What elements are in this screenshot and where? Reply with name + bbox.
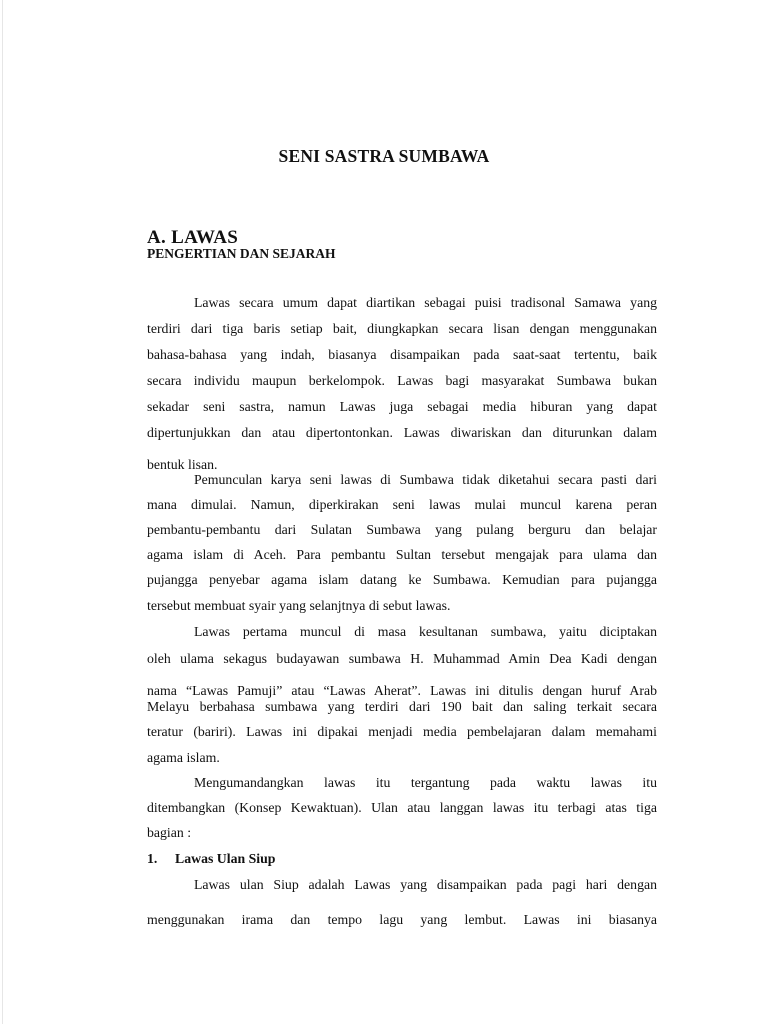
paragraph-line: Lawas ulan Siup adalah Lawas yang disampaikan pada pagi hari dengan bbox=[194, 877, 657, 892]
list-item-heading bbox=[147, 851, 275, 867]
sub-heading: PENGERTIAN DAN SEJARAH bbox=[147, 246, 336, 261]
paragraph-line: agama islam di Aceh. Para pembantu Sultan tersebut mengajak para ulama dan bbox=[147, 547, 657, 562]
paragraph-line: bentuk lisan. bbox=[147, 457, 218, 472]
paragraph-line: secara individu maupun berkelompok. Lawas bagi masyarakat Sumbawa bukan bbox=[147, 373, 657, 388]
paragraph-line: terdiri dari tiga baris setiap bait, diungkapkan secara lisan dengan menggunakan bbox=[147, 321, 657, 336]
paragraph-line: sekadar seni sastra, namun Lawas juga sebagai media hiburan yang dapat bbox=[147, 399, 657, 414]
paragraph-line: dipertunjukkan dan atau dipertontonkan. Lawas diwariskan dan diturunkan dalam bbox=[147, 425, 657, 440]
paragraph-line: menggunakan irama dan tempo lagu yang lembut. Lawas ini biasanya bbox=[147, 912, 657, 927]
paragraph-line: agama islam. bbox=[147, 750, 220, 765]
paragraph-line: Lawas pertama muncul di masa kesultanan sumbawa, yaitu diciptakan bbox=[194, 624, 657, 639]
paragraph-line: pujangga penyebar agama islam datang ke Sumbawa. Kemudian para pujangga bbox=[147, 572, 657, 587]
paragraph-line: teratur (bariri). Lawas ini dipakai menjadi media pembelajaran dalam memahami bbox=[147, 724, 657, 739]
paragraph-line: tersebut membuat syair yang selanjtnya di sebut lawas. bbox=[147, 598, 451, 613]
paragraph-line: nama “Lawas Pamuji” atau “Lawas Aherat”. Lawas ini ditulis dengan huruf Arab bbox=[147, 683, 657, 698]
paragraph-line: bahasa-bahasa yang indah, biasanya disampaikan pada saat-saat tertentu, baik bbox=[147, 347, 657, 362]
document-title: SENI SASTRA SUMBAWA bbox=[278, 146, 490, 166]
paragraph-line: Mengumandangkan lawas itu tergantung pada waktu lawas itu bbox=[194, 775, 657, 790]
paragraph-line: Melayu berbahasa sumbawa yang terdiri dari 190 bait dan saling terkait secara bbox=[147, 699, 657, 714]
list-item-number: 1. bbox=[147, 851, 158, 866]
list-item-label: Lawas Ulan Siup bbox=[175, 851, 276, 866]
paragraph-line: bagian : bbox=[147, 825, 192, 840]
paragraph-line: pembantu-pembantu dari Sulatan Sumbawa yang pulang berguru dan belajar bbox=[147, 522, 657, 537]
paragraph-line: mana dimulai. Namun, diperkirakan seni lawas mulai muncul karena peran bbox=[147, 497, 657, 512]
paragraph-line: Pemunculan karya seni lawas di Sumbawa tidak diketahui secara pasti dari bbox=[194, 472, 657, 487]
section-heading: A. LAWAS bbox=[147, 227, 239, 248]
paragraph-line: ditembangkan (Konsep Kewaktuan). Ulan atau langgan lawas itu terbagi atas tiga bbox=[147, 800, 657, 815]
paragraph-line: Lawas secara umum dapat diartikan sebagai puisi tradisonal Samawa yang bbox=[194, 295, 657, 310]
paragraph-line: oleh ulama sekagus budayawan sumbawa H. Muhammad Amin Dea Kadi dengan bbox=[147, 651, 657, 666]
